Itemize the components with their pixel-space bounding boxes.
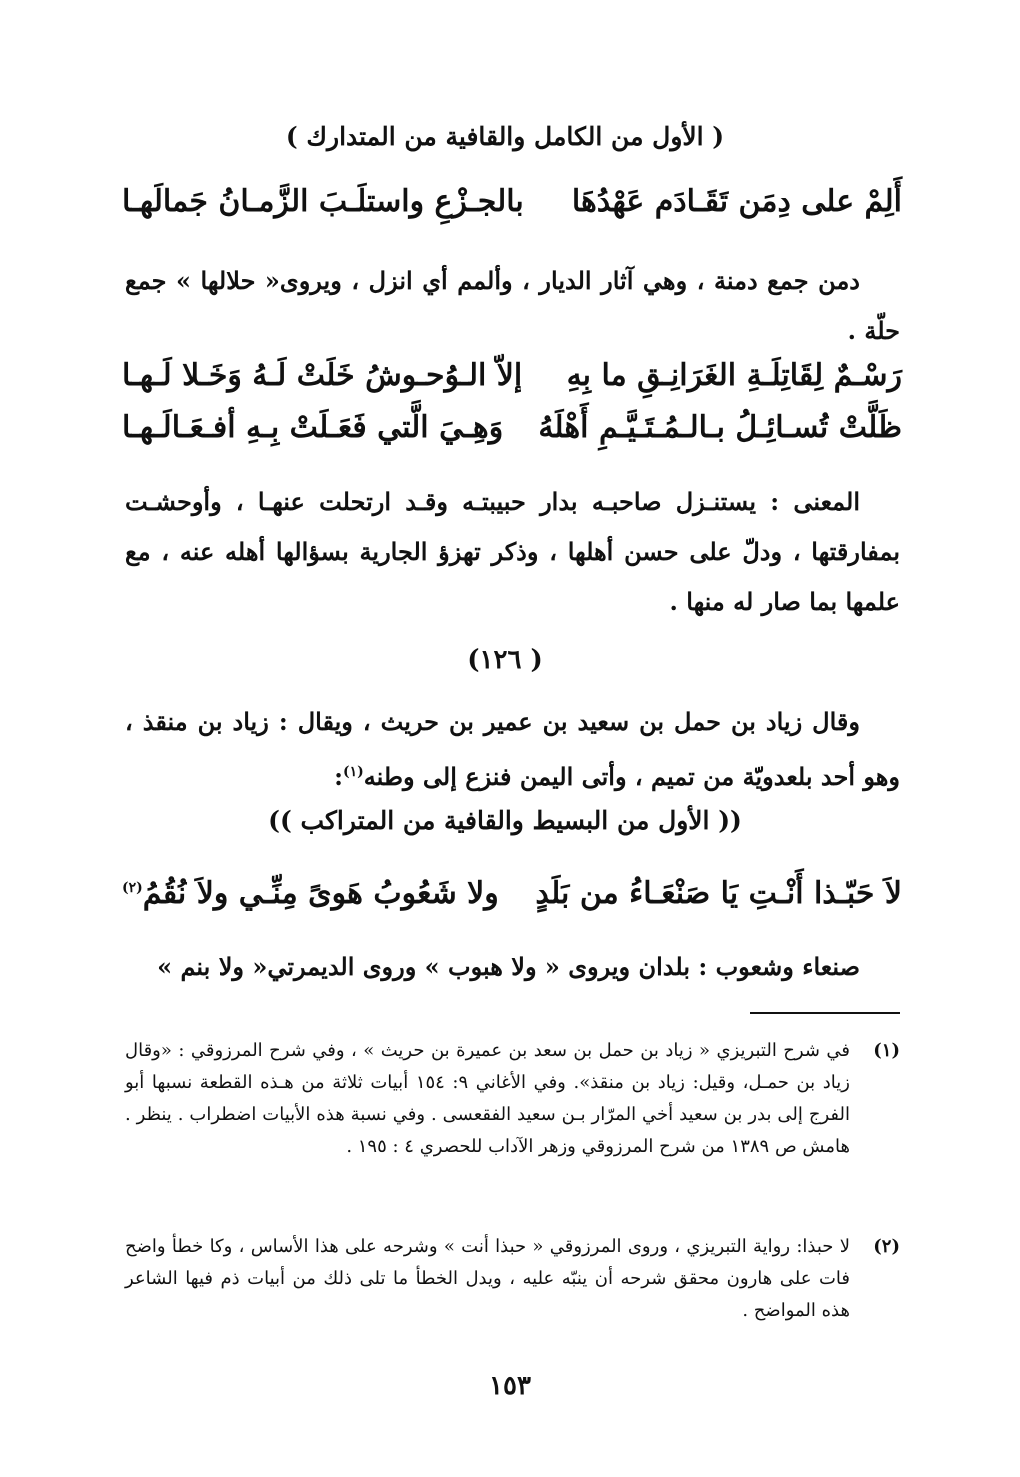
verse-line-2 [122, 358, 902, 410]
commentary-text-3: صنعاء وشعوب : بلدان ويروى « ولا هبوب » وروى الديمرتي« ولا بنم » [157, 952, 860, 981]
verse-4-second-hemistich [122, 876, 499, 911]
verse-line-1 [122, 184, 902, 236]
intro-block [125, 697, 900, 802]
commentary-block-1 [125, 256, 900, 356]
intro-colon: : [334, 762, 343, 791]
intro-body: وقال زياد بن حمل بن سعيد بن عمير بن حريث ، ويقال : زياد بن منقذ ، وهو أحد بلعدويّة من تميم ، وأتى اليمن فنزع إلى وطنه [125, 707, 900, 791]
footnote-ref-2: (٢) [122, 880, 143, 896]
page-number: ١٥٣ [489, 1371, 531, 1401]
commentary-block-2 [125, 477, 900, 627]
intro-text [125, 697, 900, 802]
footnote-divider [750, 1012, 900, 1014]
footnote-2-number: (٢) [873, 1236, 900, 1257]
meter-heading-kamil: ( الأول من الكامل والقافية من المتدارك ) [285, 122, 725, 151]
verse-3-first-hemistich: ظَلَّتْ تُسـائِـلُ بـالـمُـتَـيَّـمِ أَهْلَهُ [538, 410, 902, 445]
meter-heading-basit: (( الأول من البسيط والقافية من المتراكب )) [268, 806, 742, 835]
verse-2-first-hemistich: رَسْـمٌ لِقَاتِلَـةِ الغَرَانِـقِ ما بِهِ [566, 358, 902, 393]
verse-line-4 [122, 876, 902, 928]
verse-3-second-hemistich: وَهِـيَ الَّتي فَعَـلَتْ بِـهِ أفـعَـالَـهـا [122, 410, 504, 445]
verse-1-second-hemistich: بالجـزْعِ واستلَـبَ الزَّمـانُ جَمالَهـا [122, 184, 524, 219]
verse-line-3 [122, 410, 902, 462]
section-number: ( ١٢٦) [467, 645, 543, 675]
footnote-2-text: لا حبذا: رواية التبريزي ، وروى المرزوقي « حبذا أنت » وشرحه على هذا الأساس ، وكا خطأ واضح فات على هارون محقق شرحه أن ينبّه عليه ، ويدل الخطأ ما تلى ذلك من أبيات ذم فيها الشاعر هذه المواضح . [125, 1236, 850, 1321]
footnote-1-number: (١) [873, 1040, 900, 1061]
footnote-ref-1: (١) [342, 764, 364, 780]
verse-4-second-text: ولا شَعُوبُ هَوىً مِنِّـي ولاَ نُقُمُ [142, 876, 499, 911]
footnote-1-text: في شرح التبريزي « زياد بن حمل بن سعد بن عميرة بن حريث » ، وفي شرح المرزوقي : «وقال زياد بن حمـل، وقيل: زياد بن منقذ». وفي الأغاني ٩: ١٥٤ أبيات ثلاثة من هـذه القطعة نسبها أبو الفرج إلى بدر بن سعيد أخي المرّار بـن سعيد الفقعسى . وفي نسبة هذه الأبيات اضطراب . ينظر . هامش ص ١٣٨٩ من شرح المرزوقي وزهر الآداب للحصري ٤ : ١٩٥ . [125, 1040, 850, 1157]
verse-2-second-hemistich: إلاّ الـوُحـوشُ خَلَتْ لَـهُ وَخَـلا لَـهـا [122, 358, 523, 393]
commentary-text-2: المعنى : يستنـزل صاحبـه بدار حبيبتـه وقـد ارتحلت عنهـا ، وأوحشـت بمفارقتها ، ودلّ على حسن أهلها ، وذكر تهزؤ الجارية بسؤالها أهله عنه ، مع علمها بما صار له منها . [125, 487, 900, 616]
footnote-2 [125, 1231, 900, 1327]
verse-1-first-hemistich: أَلِمْ على دِمَن تَقَـادَم عَهْدُهَا [571, 184, 902, 219]
commentary-block-3 [125, 942, 900, 992]
footnote-1 [125, 1035, 900, 1163]
verse-4-first-hemistich: لاَ حَبّـذا أَنْـتِ يَا صَنْعَـاءُ من بَلَدٍ [535, 876, 902, 911]
commentary-text-1: دمن جمع دمنة ، وهي آثار الديار ، وألمم أي انزل ، ويروى« حلالها » جمع حلّة . [125, 266, 900, 345]
